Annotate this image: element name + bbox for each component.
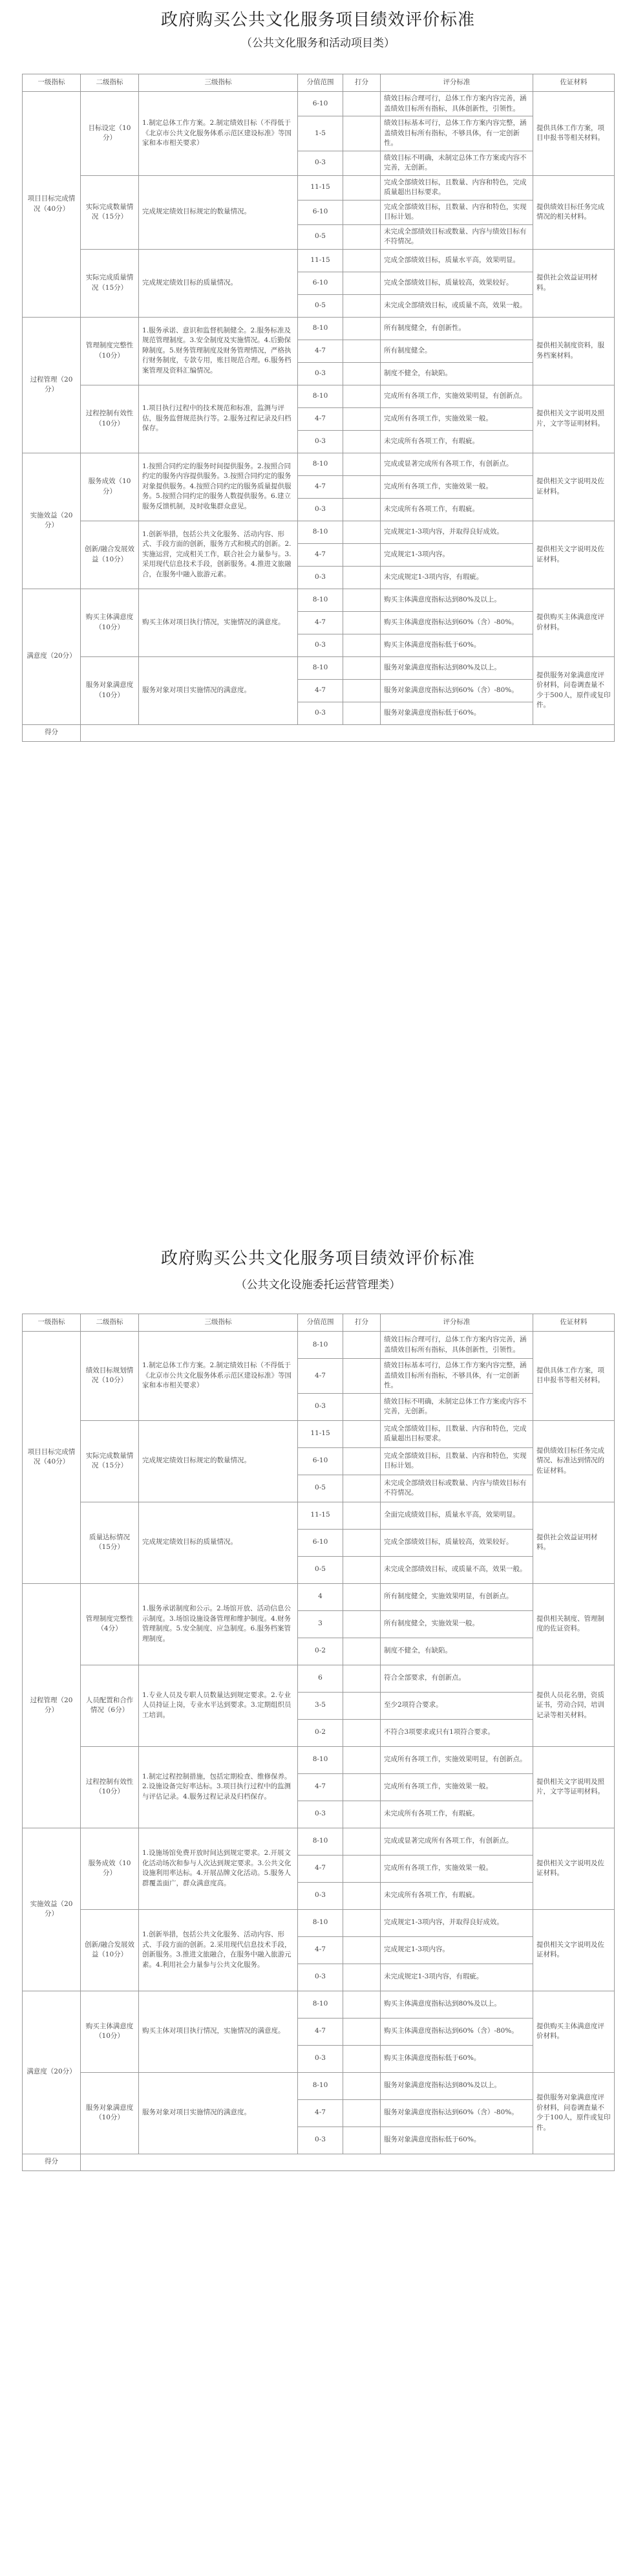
table-row (23, 1828, 615, 1855)
score-range: 6-10 (298, 272, 343, 294)
score-range: 11-15 (298, 249, 343, 272)
score-range: 8-10 (298, 1828, 343, 1855)
score-input[interactable] (343, 702, 381, 724)
level2-indicator: 实际完成质量情况（15分） (81, 249, 139, 317)
table-row (23, 385, 615, 407)
level3-indicator: 1.制定总体工作方案。2.制定绩效目标（不得低于《北京市公共文化服务体系示范区建设标准》等国家和本市相关要求） (139, 92, 298, 176)
score-input[interactable] (343, 543, 381, 566)
table-row (23, 1502, 615, 1529)
scoring-criteria: 绩效目标基本可行，总体工作方案内容完整，涵盖绩效目标所有指标，不够具体，有一定创新性。 (381, 116, 533, 151)
evidence-materials: 提供相关制度资料，服务档案材料。 (533, 317, 615, 385)
score-range: 6-10 (298, 1529, 343, 1556)
evidence-materials: 提供人员花名册，资质证书，劳动合同，培训记录等相关材料。 (533, 1665, 615, 1746)
scoring-criteria: 完成规定1-3项内容，并取得良好成效。 (381, 1909, 533, 1936)
evidence-materials: 提供绩效目标任务完成情况、标准达到情况的佐证材料。 (533, 1420, 615, 1502)
score-input[interactable] (343, 589, 381, 611)
score-range: 4-7 (298, 611, 343, 634)
table-row (23, 656, 615, 679)
scoring-criteria: 购买主体满意度指标达到60%（含）-80%。 (381, 2018, 533, 2045)
scoring-criteria: 完成规定1-3项内容，并取得良好成效。 (381, 521, 533, 543)
level3-indicator: 1.项目执行过程中的技术规范和标准，监测与评估，服务监督规范执行等。2.服务过程记录及归档保存。 (139, 385, 298, 453)
score-input[interactable] (343, 294, 381, 317)
total-row (23, 724, 615, 741)
scoring-criteria: 完成规定1-3项内容。 (381, 543, 533, 566)
scoring-criteria: 购买主体满意度指标低于60%。 (381, 2045, 533, 2072)
level3-indicator: 1.专业人员及专职人员数量达到规定要求。2.专业人员持证上岗，专业水平达到要求。3.定期组织员工培训。 (139, 1665, 298, 1746)
score-input[interactable] (343, 1475, 381, 1502)
evidence-materials: 提供服务对象满意度评价材料，问卷调查量不少于100人，原件或复印件。 (533, 2072, 615, 2154)
score-input[interactable] (343, 1773, 381, 1801)
sheet-title: 政府购买公共文化服务项目绩效评价标准 (160, 10, 475, 30)
scoring-criteria: 至少2项符合要求。 (381, 1692, 533, 1719)
score-range: 8-10 (298, 521, 343, 543)
score-input[interactable] (343, 1665, 381, 1692)
score-input[interactable] (343, 116, 381, 151)
scoring-criteria: 未完成全部绩效目标，或质量不高，效果一般。 (381, 1556, 533, 1583)
evidence-materials: 提供具体工作方案，项目申报书等相关材料。 (533, 92, 615, 176)
score-range: 0-5 (298, 224, 343, 249)
column-header: 佐证材料 (533, 1314, 615, 1332)
scoring-criteria: 所有制度健全，实施效果一般。 (381, 1610, 533, 1638)
evidence-materials: 提供购买主体满意度评价材料。 (533, 589, 615, 656)
scoring-criteria: 完成规定1-3项内容。 (381, 1936, 533, 1964)
scoring-criteria: 制度不健全，有缺陷。 (381, 362, 533, 385)
table-row (23, 589, 615, 611)
column-header: 打分 (343, 1314, 381, 1332)
score-input[interactable] (343, 1447, 381, 1475)
table-row (23, 1665, 615, 1692)
evidence-materials: 提供具体工作方案，项目申报书等相关材料。 (533, 1332, 615, 1421)
score-input[interactable] (343, 1529, 381, 1556)
evidence-materials: 提供社会效益证明材料。 (533, 249, 615, 317)
score-range: 0-2 (298, 1719, 343, 1746)
score-input[interactable] (343, 249, 381, 272)
score-range: 4-7 (298, 475, 343, 498)
score-input[interactable] (343, 340, 381, 362)
level3-indicator: 1.创新举措，包括公共文化服务、活动内容、形式、手段方面的创新。2.采用现代信息技术手段，创新服务。3.推进文旅融合，在服务中融入旅游元素。4.利用社会力量参与公共文化服务。 (139, 1909, 298, 1991)
scoring-criteria: 全面完成绩效目标，质量水平高，效果明显。 (381, 1502, 533, 1529)
level1-indicator: 满意度（20分） (23, 589, 81, 724)
scoring-criteria: 完成所有各项工作，实施效果明显，有创新点。 (381, 1746, 533, 1773)
score-range: 8-10 (298, 1909, 343, 1936)
score-input[interactable] (343, 2099, 381, 2127)
score-input[interactable] (343, 1583, 381, 1610)
table-row (23, 1991, 615, 2018)
level2-indicator: 创新/融合发展效益（10分） (81, 1909, 139, 1991)
score-range: 8-10 (298, 589, 343, 611)
level2-indicator: 管理制度完整性（10分） (81, 317, 139, 385)
sheet-subtitle: （公共文化设施委托运营管理类） (235, 1279, 401, 1292)
scoring-criteria: 未完成全部绩效目标或数量、内容与绩效目标有不符情况。 (381, 1475, 533, 1502)
scoring-criteria: 服务对象满意度指标达到60%（含）-80%。 (381, 2099, 533, 2127)
scoring-criteria: 完成所有各项工作，实施效果一般。 (381, 407, 533, 430)
evaluation-table (22, 1314, 615, 2171)
score-range: 6-10 (298, 92, 343, 116)
score-input[interactable] (343, 362, 381, 385)
column-header: 分值范围 (298, 74, 343, 92)
column-header: 佐证材料 (533, 74, 615, 92)
level1-indicator: 过程管理（20分） (23, 1583, 81, 1828)
level1-indicator: 项目目标完成情况（40分） (23, 1332, 81, 1584)
scoring-criteria: 绩效目标合理可行，总体工作方案内容完善，涵盖绩效目标所有指标，具体创新性，引领性。 (381, 1332, 533, 1359)
score-range: 0-5 (298, 294, 343, 317)
header-row (23, 1314, 615, 1332)
table-row (23, 2072, 615, 2099)
scoring-criteria: 完成全部绩效目标，且数量、内容和特色，完成质量超出目标要求。 (381, 175, 533, 200)
score-input[interactable] (343, 566, 381, 589)
scoring-criteria: 服务对象满意度指标达到60%（含）-80%。 (381, 679, 533, 702)
evidence-materials: 提供相关文字说明及佐证材料。 (533, 521, 615, 589)
score-range: 0-5 (298, 1556, 343, 1583)
scoring-criteria: 完成或显著完成所有各项工作，有创新点。 (381, 453, 533, 475)
level2-indicator: 人员配置和合作情况（6分） (81, 1665, 139, 1746)
score-range: 4-7 (298, 340, 343, 362)
score-range: 8-10 (298, 2072, 343, 2099)
score-range: 0-3 (298, 634, 343, 656)
score-range: 3 (298, 1610, 343, 1638)
evidence-materials: 提供社会效益证明材料。 (533, 1502, 615, 1583)
total-row (23, 2154, 615, 2170)
column-header: 一级指标 (23, 1314, 81, 1332)
table-row (23, 249, 615, 272)
score-range: 0-3 (298, 1964, 343, 1991)
total-label: 得分 (23, 2154, 81, 2170)
level1-indicator: 满意度（20分） (23, 1991, 81, 2154)
scoring-criteria: 绩效目标不明确，未制定总体工作方案或内容不完善，无创新。 (381, 1393, 533, 1420)
score-range: 8-10 (298, 1332, 343, 1359)
score-input[interactable] (343, 2072, 381, 2099)
evidence-materials: 提供相关制度、管理制度的佐证资料。 (533, 1583, 615, 1665)
evidence-materials: 提供购买主体满意度评价材料。 (533, 1991, 615, 2072)
total-score[interactable] (81, 2154, 615, 2170)
score-input[interactable] (343, 200, 381, 224)
scoring-criteria: 购买主体满意度指标达到60%（含）-80%。 (381, 611, 533, 634)
score-input[interactable] (343, 430, 381, 453)
score-range: 0-3 (298, 702, 343, 724)
score-range: 0-3 (298, 2045, 343, 2072)
scoring-criteria: 未完成所有各项工作，有瑕疵。 (381, 430, 533, 453)
score-range: 6 (298, 1665, 343, 1692)
level3-indicator: 服务对象对项目实施情况的满意度。 (139, 2072, 298, 2154)
scoring-criteria: 服务对象满意度指标低于60%。 (381, 702, 533, 724)
score-input[interactable] (343, 453, 381, 475)
level2-indicator: 购买主体满意度（10分） (81, 589, 139, 656)
scoring-criteria: 不符合3项要求或只有1项符合要求。 (381, 1719, 533, 1746)
score-range: 4-7 (298, 1855, 343, 1882)
level3-indicator: 1.按照合同约定的服务时间提供服务。2.按照合同约定的服务内容提供服务。3.按照合同约定的服务对象提供服务。4.按照合同约定的服务质量提供服务。5.按照合同约定的服务人数提供服务。6.建立服务反馈机制，及时收集群众意见。 (139, 453, 298, 521)
level3-indicator: 1.创新举措，包括公共文化服务、活动内容、形式、手段方面的创新，服务方式和模式的创新。2.实施运营，完成相关工作，联合社会力量参与。3.采用现代信息技术手段，创新服务。4.推进文旅融合，在服务中融入旅游元素。 (139, 521, 298, 589)
total-label: 得分 (23, 724, 81, 741)
scoring-criteria: 服务对象满意度指标达到80%及以上。 (381, 2072, 533, 2099)
score-range: 4 (298, 1583, 343, 1610)
scoring-criteria: 完成全部绩效目标，质量较高，效果较好。 (381, 272, 533, 294)
level3-indicator: 1.设施场馆免费开放时间达到规定要求。2.开展文化活动场次和参与人次达到规定要求。3.公共文化设施利用率达标。4.开展品牌文化活动。5.服务人群覆盖面广，群众满意度高。 (139, 1828, 298, 1909)
scoring-criteria: 未完成所有各项工作，有瑕疵。 (381, 1801, 533, 1828)
score-input[interactable] (343, 611, 381, 634)
score-input[interactable] (343, 1828, 381, 1855)
column-header: 评分标准 (381, 1314, 533, 1332)
score-input[interactable] (343, 475, 381, 498)
table-row (23, 521, 615, 543)
score-range: 0-5 (298, 1475, 343, 1502)
score-input[interactable] (343, 1502, 381, 1529)
level1-indicator: 过程管理（20分） (23, 317, 81, 453)
table-row (23, 453, 615, 475)
scoring-criteria: 完成所有各项工作，实施效果一般。 (381, 475, 533, 498)
column-header: 三级指标 (139, 74, 298, 92)
score-input[interactable] (343, 1801, 381, 1828)
score-input[interactable] (343, 1556, 381, 1583)
header-row (23, 74, 615, 92)
score-input[interactable] (343, 1746, 381, 1773)
score-input[interactable] (343, 1855, 381, 1882)
level2-indicator: 服务对象满意度（10分） (81, 656, 139, 724)
score-range: 0-3 (298, 1801, 343, 1828)
score-input[interactable] (343, 1692, 381, 1719)
score-range: 4-7 (298, 2018, 343, 2045)
level3-indicator: 1.制定过程控制措施，包括定期检查、维修保养。2.设施设备完好率达标。3.项目执行过程中的监测与评估记录。4.服务过程记录及归档保存。 (139, 1746, 298, 1828)
level2-indicator: 服务对象满意度（10分） (81, 2072, 139, 2154)
score-input[interactable] (343, 385, 381, 407)
score-range: 8-10 (298, 1746, 343, 1773)
scoring-criteria: 完成全部绩效目标，质量水平高，效果明显。 (381, 249, 533, 272)
level3-indicator: 完成规定绩效目标的质量情况。 (139, 1502, 298, 1583)
table-row (23, 317, 615, 340)
score-range: 8-10 (298, 1991, 343, 2018)
score-range: 4-7 (298, 1359, 343, 1394)
score-input[interactable] (343, 1610, 381, 1638)
score-input[interactable] (343, 2018, 381, 2045)
level1-indicator: 实施效益（20分） (23, 1828, 81, 1991)
score-input[interactable] (343, 151, 381, 175)
level3-indicator: 完成规定绩效目标规定的数量情况。 (139, 175, 298, 249)
column-header: 评分标准 (381, 74, 533, 92)
level2-indicator: 绩效目标规划情况（10分） (81, 1332, 139, 1421)
scoring-criteria: 制度不健全，有缺陷。 (381, 1638, 533, 1665)
score-input[interactable] (343, 224, 381, 249)
score-input[interactable] (343, 1909, 381, 1936)
score-range: 4-7 (298, 2099, 343, 2127)
score-input[interactable] (343, 1359, 381, 1394)
scoring-criteria: 完成所有各项工作，实施效果一般。 (381, 1773, 533, 1801)
score-range: 4-7 (298, 543, 343, 566)
column-header: 打分 (343, 74, 381, 92)
scoring-criteria: 服务对象满意度指标低于60%。 (381, 2127, 533, 2154)
level3-indicator: 1.服务承诺制度和公示。2.场馆开放、活动信息公示制度。3.场馆设施设备管理和维护制度。4.财务管理制度。5.安全制度、应急制度。6.服务档案管理制度。 (139, 1583, 298, 1665)
table-row (23, 1420, 615, 1447)
score-range: 0-3 (298, 2127, 343, 2154)
score-input[interactable] (343, 679, 381, 702)
score-range: 8-10 (298, 656, 343, 679)
level2-indicator: 管理制度完整性（4分） (81, 1583, 139, 1665)
scoring-criteria: 未完成全部绩效目标，或质量不高，效果一般。 (381, 294, 533, 317)
level2-indicator: 实际完成数量情况（15分） (81, 1420, 139, 1502)
scoring-criteria: 符合全部要求，有创新点。 (381, 1665, 533, 1692)
evidence-materials: 提供绩效目标任务完成情况的相关材料。 (533, 175, 615, 249)
table-row (23, 175, 615, 200)
level2-indicator: 服务成效（10分） (81, 453, 139, 521)
score-input[interactable] (343, 1638, 381, 1665)
table-row (23, 1583, 615, 1610)
level2-indicator: 实际完成数量情况（15分） (81, 175, 139, 249)
scoring-criteria: 所有制度健全，实施效果明显，有创新点。 (381, 1583, 533, 1610)
score-range: 6-10 (298, 1447, 343, 1475)
score-range: 0-3 (298, 1393, 343, 1420)
column-header: 分值范围 (298, 1314, 343, 1332)
level2-indicator: 质量达标情况（15分） (81, 1502, 139, 1583)
scoring-criteria: 购买主体满意度指标达到80%及以上。 (381, 1991, 533, 2018)
table-row (23, 1332, 615, 1359)
table-row (23, 92, 615, 116)
score-range: 0-2 (298, 1638, 343, 1665)
level2-indicator: 创新/融合发展效益（10分） (81, 521, 139, 589)
score-range: 8-10 (298, 317, 343, 340)
scoring-criteria: 未完成所有各项工作，有瑕疵。 (381, 498, 533, 521)
score-input[interactable] (343, 1393, 381, 1420)
score-range: 1-5 (298, 116, 343, 151)
level1-indicator: 实施效益（20分） (23, 453, 81, 589)
score-range: 4-7 (298, 1773, 343, 1801)
column-header: 一级指标 (23, 74, 81, 92)
score-range: 4-7 (298, 679, 343, 702)
table-row (23, 1909, 615, 1936)
score-input[interactable] (343, 1719, 381, 1746)
scoring-criteria: 完成或显著完成所有各项工作，有创新点。 (381, 1828, 533, 1855)
level3-indicator: 完成规定绩效目标的质量情况。 (139, 249, 298, 317)
score-range: 4-7 (298, 407, 343, 430)
score-range: 4-7 (298, 1936, 343, 1964)
scoring-criteria: 完成全部绩效目标，且数量、内容和特色，实现目标计划。 (381, 200, 533, 224)
scoring-criteria: 购买主体满意度指标低于60%。 (381, 634, 533, 656)
scoring-criteria: 未完成规定1-3项内容，有瑕疵。 (381, 566, 533, 589)
scoring-criteria: 绩效目标合理可行，总体工作方案内容完善，涵盖绩效目标所有指标，具体创新性，引领性。 (381, 92, 533, 116)
scoring-criteria: 完成所有各项工作，实施效果一般。 (381, 1855, 533, 1882)
table-row (23, 1746, 615, 1773)
score-input[interactable] (343, 1964, 381, 1991)
score-range: 0-3 (298, 151, 343, 175)
evidence-materials: 提供相关文字说明及佐证材料。 (533, 453, 615, 521)
level2-indicator: 服务成效（10分） (81, 1828, 139, 1909)
scoring-criteria: 完成全部绩效目标，且数量、内容和特色，实现目标计划。 (381, 1447, 533, 1475)
score-range: 6-10 (298, 200, 343, 224)
scoring-criteria: 所有制度健全，有创新性。 (381, 317, 533, 340)
sheet-subtitle: （公共文化服务和活动项目类） (241, 37, 395, 50)
level2-indicator: 过程控制有效性（10分） (81, 385, 139, 453)
level1-indicator: 项目目标完成情况（40分） (23, 92, 81, 318)
column-header: 二级指标 (81, 1314, 139, 1332)
score-input[interactable] (343, 1332, 381, 1359)
level2-indicator: 购买主体满意度（10分） (81, 1991, 139, 2072)
score-input[interactable] (343, 2127, 381, 2154)
score-input[interactable] (343, 1936, 381, 1964)
score-range: 8-10 (298, 385, 343, 407)
level3-indicator: 购买主体对项目执行情况，实施情况的满意度。 (139, 1991, 298, 2072)
column-header: 二级指标 (81, 74, 139, 92)
score-range: 11-15 (298, 1420, 343, 1447)
scoring-criteria: 绩效目标不明确，未制定总体工作方案或内容不完善，无创新。 (381, 151, 533, 175)
level3-indicator: 服务对象对项目实施情况的满意度。 (139, 656, 298, 724)
level3-indicator: 完成规定绩效目标规定的数量情况。 (139, 1420, 298, 1502)
level3-indicator: 1.制定总体工作方案。2.制定绩效目标（不得低于《北京市公共文化服务体系示范区建设标准》等国家和本市相关要求） (139, 1332, 298, 1421)
evidence-materials: 提供相关文字说明及照片，文字等证明材料。 (533, 385, 615, 453)
scoring-criteria: 所有制度健全。 (381, 340, 533, 362)
scoring-criteria: 完成全部绩效目标，质量较高，效果较好。 (381, 1529, 533, 1556)
evidence-materials: 提供相关文字说明及佐证材料。 (533, 1828, 615, 1909)
scoring-criteria: 绩效目标基本可行，总体工作方案内容完整，涵盖绩效目标所有指标，不够具体，有一定创新性。 (381, 1359, 533, 1394)
score-input[interactable] (343, 175, 381, 200)
sheet-title: 政府购买公共文化服务项目绩效评价标准 (160, 1249, 475, 1268)
score-input[interactable] (343, 317, 381, 340)
score-input[interactable] (343, 656, 381, 679)
score-range: 0-3 (298, 362, 343, 385)
score-input[interactable] (343, 634, 381, 656)
scoring-criteria: 未完成所有各项工作，有瑕疵。 (381, 1882, 533, 1909)
score-range: 8-10 (298, 453, 343, 475)
score-input[interactable] (343, 407, 381, 430)
score-input[interactable] (343, 498, 381, 521)
score-range: 0-3 (298, 1882, 343, 1909)
score-range: 0-3 (298, 498, 343, 521)
scoring-criteria: 完成所有各项工作，实施效果明显，有创新点。 (381, 385, 533, 407)
level3-indicator: 购买主体对项目执行情况，实施情况的满意度。 (139, 589, 298, 656)
scoring-criteria: 购买主体满意度指标达到80%及以上。 (381, 589, 533, 611)
score-range: 3-5 (298, 1692, 343, 1719)
scoring-criteria: 未完成全部绩效目标或数量、内容与绩效目标有不符情况。 (381, 224, 533, 249)
score-input[interactable] (343, 92, 381, 116)
evaluation-table (22, 74, 615, 742)
score-range: 11-15 (298, 1502, 343, 1529)
scoring-criteria: 服务对象满意度指标达到80%及以上。 (381, 656, 533, 679)
score-input[interactable] (343, 2045, 381, 2072)
score-input[interactable] (343, 1882, 381, 1909)
score-input[interactable] (343, 1420, 381, 1447)
score-input[interactable] (343, 1991, 381, 2018)
total-score[interactable] (81, 724, 615, 741)
level2-indicator: 目标设定（10分） (81, 92, 139, 176)
level3-indicator: 1.服务承诺、意识和监督机制健全。2.服务标准及规范管理制度。3.安全制度及实施情况。4.后勤保障制度。5.财务管理制度及财务管理情况，严格执行财务制度，专款专用，账目规范合理。6.服务档案管理及资料汇编情况。 (139, 317, 298, 385)
level2-indicator: 过程控制有效性（10分） (81, 1746, 139, 1828)
column-header: 三级指标 (139, 1314, 298, 1332)
evidence-materials: 提供相关文字说明及照片，文字等证明材料。 (533, 1746, 615, 1828)
score-input[interactable] (343, 521, 381, 543)
score-range: 0-3 (298, 566, 343, 589)
score-input[interactable] (343, 272, 381, 294)
score-range: 11-15 (298, 175, 343, 200)
score-range: 0-3 (298, 430, 343, 453)
evidence-materials: 提供服务对象满意度评价材料，问卷调查量不少于500人，原件或复印件。 (533, 656, 615, 724)
evidence-materials: 提供相关文字说明及佐证材料。 (533, 1909, 615, 1991)
scoring-criteria: 未完成规定1-3项内容，有瑕疵。 (381, 1964, 533, 1991)
scoring-criteria: 完成全部绩效目标，且数量、内容和特色，完成质量超出目标要求。 (381, 1420, 533, 1447)
